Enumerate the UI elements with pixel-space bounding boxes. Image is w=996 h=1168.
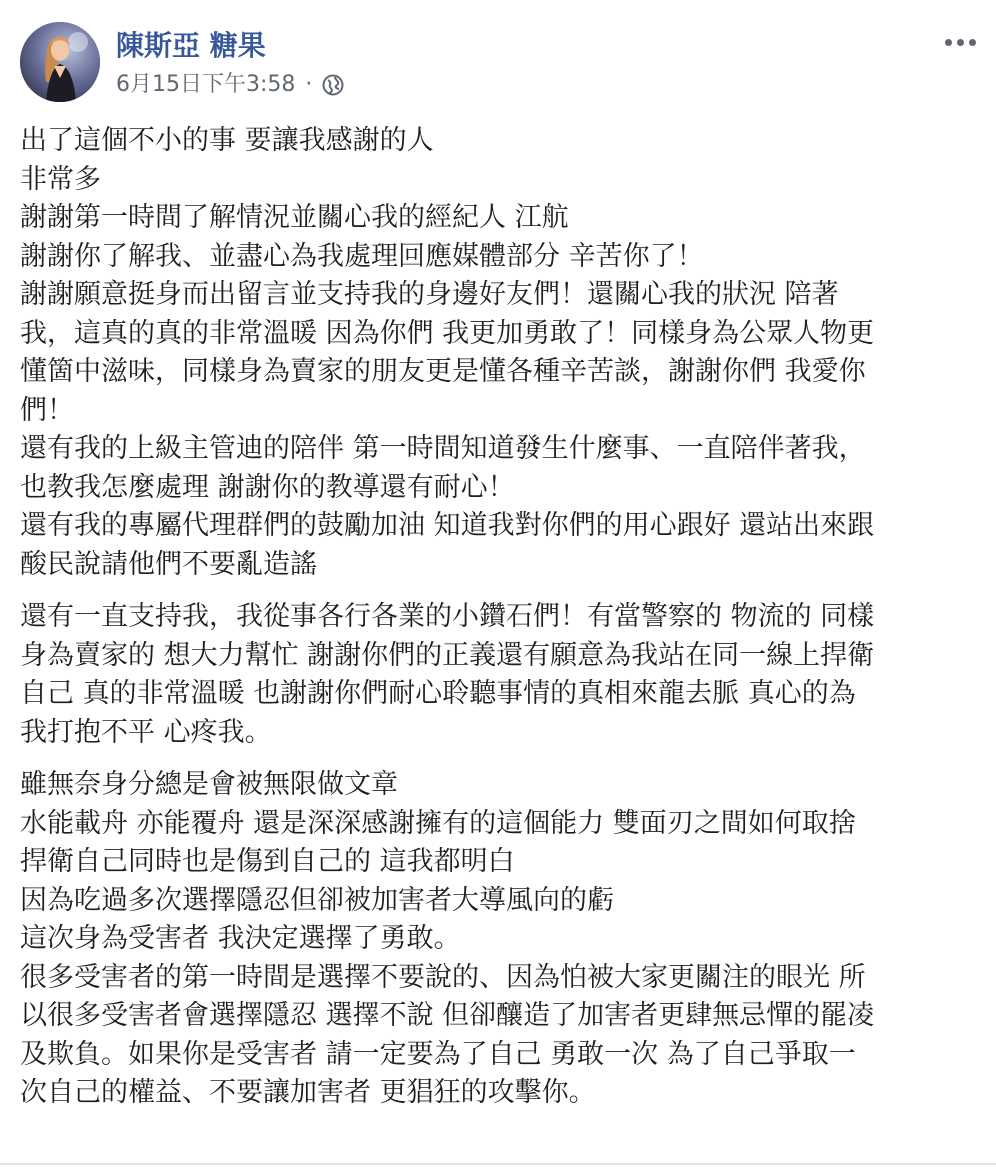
post-text-line: 因為吃過多次選擇隱忍但卻被加害者大導風向的虧 xyxy=(20,884,614,916)
post-text-line: 懂箇中滋味，同樣身為賣家的朋友更是懂各種辛苦談，謝謝你們 我愛你 xyxy=(20,356,866,387)
post-text xyxy=(20,122,970,1127)
post-text-line: 雖無奈身分總是會被無限做文章 xyxy=(20,769,398,800)
post-text-line: 及欺負。如果你是受害者 請一定要為了自己 勇敢一次 為了自己爭取一 xyxy=(20,1038,856,1070)
post-text-line: 們！ xyxy=(20,394,74,426)
post-text-line: 捍衛自己同時也是傷到自己的 這我都明白 xyxy=(20,846,515,877)
meta-separator: · xyxy=(305,72,313,97)
post-meta xyxy=(116,70,344,100)
post-text-line: 謝謝願意挺身而出留言並支持我的身邊好友們！還關心我的狀況 陪著 xyxy=(20,279,839,310)
post-text-line: 這次身為受害者 我決定選擇了勇敢。 xyxy=(20,923,461,954)
globe-icon[interactable] xyxy=(322,74,344,96)
post-text-line: 水能載舟 亦能覆舟 還是深深感謝擁有的這個能力 雙面刃之間如何取捨 xyxy=(20,807,856,839)
more-options-button[interactable] xyxy=(940,26,980,58)
more-dot-icon xyxy=(969,39,976,46)
post-text-line: 還有我的專屬代理群們的鼓勵加油 知道我對你們的用心跟好 還站出來跟 xyxy=(20,510,875,541)
post-text-line: 非常多 xyxy=(20,163,101,195)
post-text-line: 還有我的上級主管迪的陪伴 第一時間知道發生什麼事、一直陪伴著我， xyxy=(20,433,866,464)
post-paragraph xyxy=(20,598,970,752)
post-text-line: 還有一直支持我，我從事各行各業的小鑽石們！有當警察的 物流的 同樣 xyxy=(20,601,875,632)
post-timestamp[interactable]: 6月15日下午3:58 xyxy=(116,72,296,97)
post-text-line: 我打抱不平 心疼我。 xyxy=(20,716,272,748)
post-paragraph xyxy=(20,122,970,584)
more-dot-icon xyxy=(957,39,964,46)
post-text-line: 出了這個不小的事 要讓我感謝的人 xyxy=(20,125,434,156)
post-text-line: 謝謝你了解我、並盡心為我處理回應媒體部分 辛苦你了！ xyxy=(20,240,704,272)
post-paragraph xyxy=(20,766,970,1113)
divider xyxy=(0,1163,996,1165)
avatar-photo xyxy=(20,22,100,102)
post-text-line: 很多受害者的第一時間是選擇不要說的、因為怕被大家更關注的眼光 所 xyxy=(20,961,866,993)
post-text-line: 酸民說請他們不要亂造謠 xyxy=(20,548,317,580)
post-text-line: 次自己的權益、不要讓加害者 更猖狂的攻擊你。 xyxy=(20,1077,596,1108)
post-text-line: 自己 真的非常溫暖 也謝謝你們耐心聆聽事情的真相來龍去脈 真心的為 xyxy=(20,678,856,709)
more-dot-icon xyxy=(945,39,952,46)
post-text-line: 也教我怎麼處理 謝謝你的教導還有耐心！ xyxy=(20,471,515,503)
post-text-line: 我，這真的真的非常溫暖 因為你們 我更加勇敢了！同樣身為公眾人物更 xyxy=(20,317,875,349)
author-name[interactable]: 陳斯亞 糖果 xyxy=(116,29,266,62)
post-text-line: 身為賣家的 想大力幫忙 謝謝你們的正義還有願意為我站在同一線上捍衛 xyxy=(20,639,875,671)
avatar[interactable] xyxy=(20,22,100,102)
post-header xyxy=(20,22,980,106)
post-text-line: 以很多受害者會選擇隱忍 選擇不說 但卻釀造了加害者更肆無忌憚的罷凌 xyxy=(20,1000,875,1031)
post-text-line: 謝謝第一時間了解情況並關心我的經紀人 江航 xyxy=(20,202,569,233)
